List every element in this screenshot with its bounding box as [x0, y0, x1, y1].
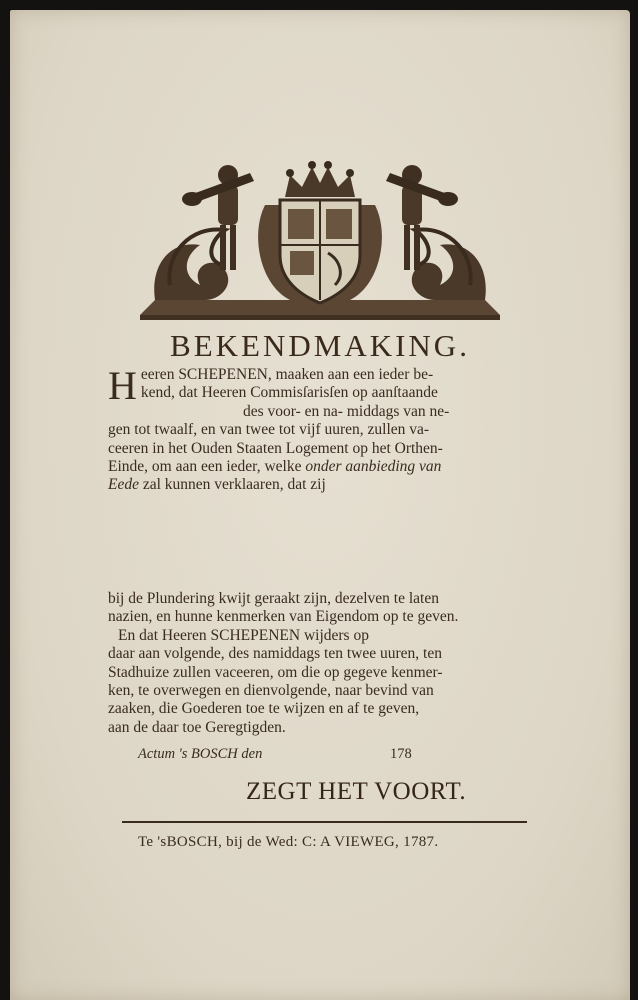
- year-prefix: 178: [390, 746, 412, 762]
- text-line: daar aan volgende, des namiddags ten twee uuren, ten: [108, 645, 442, 663]
- paragraph-intro: [108, 363, 528, 495]
- dropcap: H: [108, 363, 137, 408]
- text-line: kend, dat Heeren Commisſarisſen op aanſtaande: [140, 384, 438, 402]
- text-line: bij de Plundering kwijt geraakt zijn, dezelven te laten: [108, 590, 439, 607]
- text-line: aan de daar toe Geregtigden.: [108, 718, 286, 736]
- text-line: zaaken, die Goederen toe te wijzen en af te geven,: [108, 700, 420, 718]
- text-line: Stadhuize zullen vaceeren, om die op gegeve kenmer-: [108, 663, 443, 681]
- text-fragment: Einde, om aan een ieder, welke: [108, 458, 302, 476]
- text-line: ceeren in het Ouden Staaten Logement op het Orthen-: [108, 439, 443, 457]
- text-line: [108, 476, 528, 494]
- paragraph-body: [108, 590, 528, 737]
- printer-imprint: Te 'sBOSCH, bij de Wed: C: A VIEWEG, 1787.: [138, 834, 439, 850]
- text-line: gen tot twaalf, en van twee tot vijf uuren, zullen va-: [108, 421, 430, 439]
- page-title: BEKENDMAKING.: [170, 328, 470, 363]
- text-fragment: zal kunnen verklaaren, dat zij: [138, 476, 326, 494]
- text-line: [108, 458, 528, 476]
- italic-fragment: Eede: [108, 476, 139, 494]
- date-label: Actum 's BOSCH den: [138, 746, 263, 762]
- coat-of-arms-with-wildmen-icon: [130, 145, 510, 325]
- text-line: nazien, en hunne kenmerken van Eigendom op te geven.: [108, 608, 459, 626]
- italic-fragment: onder aanbieding van: [305, 458, 442, 476]
- text-line: eeren SCHEPENEN, maaken aan een ieder be-: [140, 366, 434, 383]
- text-line: ken, te overwegen en dienvolgende, naar bevind van: [108, 682, 434, 700]
- divider-rule: [122, 821, 527, 823]
- text-line: des voor- en na- middags van ne-: [243, 402, 450, 420]
- proclamation-sheet: [10, 10, 630, 1000]
- text-line: En dat Heeren SCHEPENEN wijders op: [118, 626, 369, 644]
- motto: ZEGT HET VOORT.: [246, 778, 467, 805]
